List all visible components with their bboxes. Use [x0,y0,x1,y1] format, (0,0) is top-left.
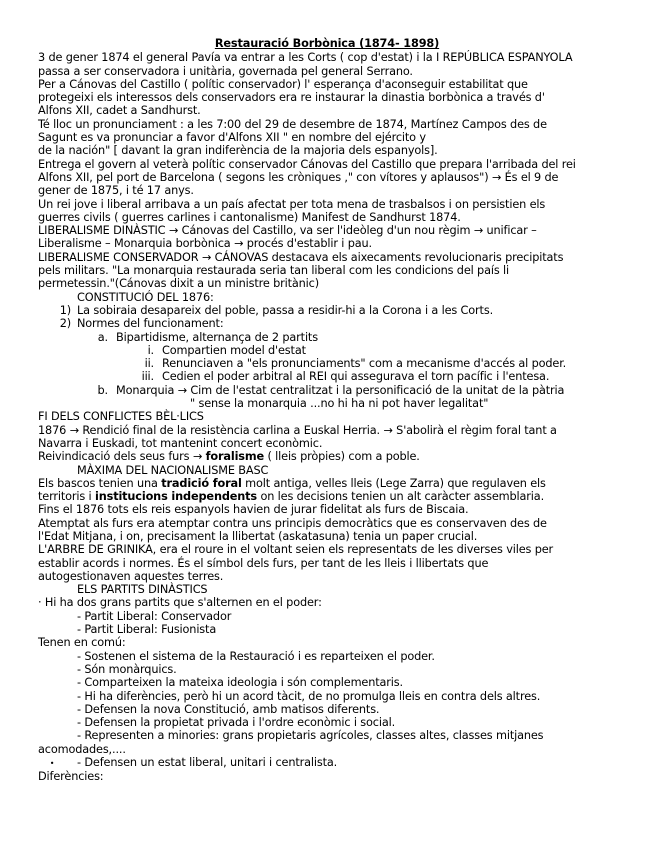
item-text: La sobiraia desapareix del poble, passa a residir-hi a la Corona i a les Corts. [77,303,494,317]
document-title: Restauració Borbònica (1874- 1898) [214,37,440,50]
text-line: protegeixi els interessos dels conservadors era re instaurar la dinastia borbònica a través d' [38,91,545,105]
text-line: L'ARBRE DE GRINIKA, era el roure in el voltant seien els representats de les diverses viles per [38,543,554,557]
text-line: autogestionaven aquestes terres. [38,569,224,583]
text-line: l'Edat Mitjana, i on, precisament la llibertat (askatasuna) tenia un paper crucial. [38,529,478,543]
text-line: Té lloc un pronunciament : a les 7:00 del 29 de desembre de 1874, Martínez Campos des de [38,117,547,131]
sub-text: Bipartidisme, alternança de 2 partits [116,330,318,344]
comu-wrap-line: acomodades,.... [38,742,126,756]
text-line: de la nación" [ davant la gran indiferència de la majoria dels espanyols]. [38,144,438,158]
text-line: - Hi ha diferències, però hi un acord tàcit, de no promulga lleis en contra dels altres. [77,689,541,703]
roman-text: Cedien el poder arbitral al REI qui assegurava el torn pacífic i l'entesa. [162,370,550,384]
sub-item-b-quote: " sense la monarquia ...no hi ha ni pot haver legalitat" [190,397,489,411]
roman-text: Compartien model d'estat [162,343,306,357]
text-run: Els bascos tenien una [38,476,162,490]
text-line: Liberalisme – Monarquia borbònica → procés d'establir i pau. [38,237,372,251]
nacionalisme-line [38,477,616,490]
text-line: Per a Cánovas del Castillo ( polític conservador) l' esperança d'aconseguir estabilitat que [38,77,528,91]
text-run: Reivindicació dels seus furs → [38,450,206,464]
roman-text: Renunciaven a "els pronunciaments" com a mecanisme d'accés al poder. [162,357,567,371]
sub-label: a. [97,330,108,344]
constitucio-item-1 [38,304,616,317]
roman-label: ii. [144,357,154,371]
sub-text: Monarquia → Cim de l'estat centralitzat i la personificació de la unitat de la pàtria [116,383,565,397]
intro-paragraphs [38,51,616,290]
diferencies-heading: Diferències: [38,770,104,784]
nacionalisme-paragraphs [38,503,616,583]
document-body [38,37,616,784]
text-line: Entrega el govern al veterà polític conservador Cánovas del Castillo que prepara l'arribada del rei [38,157,576,171]
roman-item-i [38,344,616,357]
text-run: on les decisions tenien un alt caràcter assemblaria. [257,490,545,504]
sub-item-a [38,331,616,344]
constitucio-heading: CONSTITUCIÓ DEL 1876: [77,290,214,304]
conflictes-line [38,450,616,463]
partits-intro: · Hi ha dos grans partits que s'alternen en el poder: [38,596,322,610]
roman-label: iii. [141,370,154,384]
text-line: permetessin."(Cánovas dixit a un ministre britànic) [38,277,319,291]
text-line: - Comparteixen la mateixa ideologia i són complementaris. [77,676,403,690]
roman-item-iii [38,370,616,383]
sub-label: b. [97,383,108,397]
nacionalisme-heading: MÀXIMA DEL NACIONALISME BASC [77,463,269,477]
text-line: Un rei jove i liberal arribava a un país afectat per tota mena de trasbalsos i on persistien els [38,197,546,211]
text-run: molt antiga, velles lleis (Lege Zarra) que regulaven els [241,476,546,490]
conflictes-heading: FI DELS CONFLICTES BÈL·LICS [38,410,204,424]
text-line: - Són monàrquics. [77,662,177,676]
list-item-text: - Defensen un estat liberal, unitari i centralista. [77,756,338,770]
bold-term: tradició foral [161,476,242,490]
roman-item-ii [38,357,616,370]
text-line: Alfons XII, cadet a Sandhurst. [38,104,201,118]
text-run: territoris i [38,490,95,504]
text-line: - Representen a minories: grans propietaris agrícoles, classes altes, classes mitjanes [77,729,544,743]
party-item: - Partit Liberal: Fusionista [77,623,217,637]
text-line: Sagunt es va pronunciar a favor d'Alfons XII " en nombre del ejército y [38,131,426,145]
bold-term: foralisme [205,450,265,464]
conflictes-line: 1876 → Rendició final de la resistència carlina a Euskal Herria. → S'abolirà el règim foral tant a [38,423,557,437]
partits-heading: ELS PARTITS DINÀSTICS [77,583,208,597]
text-line: - Defensen la propietat privada i l'ordre econòmic i social. [77,716,396,730]
text-line: Atemptat als furs era atemptar contra uns principis democràtics que es conservaven des de [38,516,547,530]
comu-last-item [38,756,616,770]
conflictes-line: Navarra i Euskadi, tot mantenint concert econòmic. [38,436,323,450]
text-run: ( lleis pròpies) com a poble. [264,450,420,464]
item-number: 2) [59,317,71,331]
item-text: Normes del funcionament: [77,317,224,331]
constitucio-item-2 [38,317,616,330]
text-line: - Defensen la nova Constitució, amb matisos diferents. [77,702,380,716]
text-line: LIBERALISME CONSERVADOR → CÁNOVAS destacava els aixecaments revolucionaris precipitats [38,250,564,264]
bullet-icon: • [49,759,55,769]
text-line: - Sostenen el sistema de la Restauració i es reparteixen el poder. [77,649,435,663]
item-number: 1) [59,303,71,317]
bold-term: institucions independents [95,490,258,504]
text-line: gener de 1875, i té 17 anys. [38,184,194,198]
text-line: passa a ser conservadora i unitària, governada pel general Serrano. [38,64,413,78]
text-line: guerres civils ( guerres carlines i cantonalisme) Manifest de Sandhurst 1874. [38,210,461,224]
text-line: establir acords i normes. És el símbol dels furs, per tant de les lleis i llibertats que [38,556,489,570]
comu-heading: Tenen en comú: [38,636,126,650]
text-line: 3 de gener 1874 el general Pavía va entrar a les Corts ( cop d'estat) i la I REPÚBLICA ESPANYOLA [38,51,573,65]
party-item: - Partit Liberal: Conservador [77,609,232,623]
text-line: Fins el 1876 tots els reis espanyols havien de jurar fidelitat als furs de Biscaia. [38,503,469,517]
text-line: LIBERALISME DINÀSTIC → Cánovas del Castillo, va ser l'ideòleg d'un nou règim → unificar – [38,224,537,238]
sub-item-b [38,384,616,397]
nacionalisme-line [38,490,616,503]
text-line: Alfons XII, pel port de Barcelona ( segons les cròniques ," con vítores y aplausos") → És el 9 de [38,170,559,184]
text-line: pels militars. "La monarquia restaurada seria tan liberal com les condicions del país li [38,264,509,278]
roman-label: i. [147,343,154,357]
comu-list [38,650,616,743]
